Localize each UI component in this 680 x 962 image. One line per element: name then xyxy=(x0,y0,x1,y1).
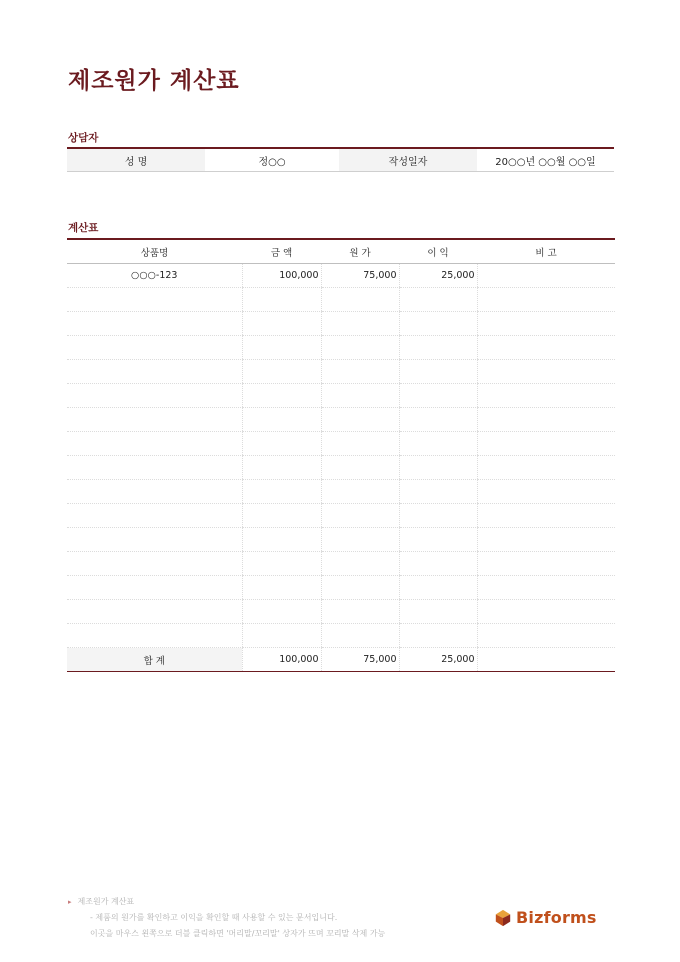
cell-product[interactable] xyxy=(67,552,242,576)
calc-table xyxy=(67,240,615,672)
total-label: 합 계 xyxy=(67,648,242,672)
cell-note[interactable] xyxy=(477,360,615,384)
date-label: 작성일자 xyxy=(339,149,477,172)
bizforms-logo xyxy=(494,908,597,927)
cell-note[interactable] xyxy=(477,264,615,288)
cell-amount[interactable] xyxy=(242,288,321,312)
cell-note[interactable] xyxy=(477,624,615,648)
triangle-bullet-icon: ▸ xyxy=(68,898,72,906)
cell-profit[interactable] xyxy=(399,504,477,528)
cell-cost[interactable] xyxy=(321,360,399,384)
cell-profit[interactable] xyxy=(399,336,477,360)
cell-cost[interactable] xyxy=(321,312,399,336)
total-cost[interactable]: 75,000 xyxy=(321,648,399,672)
cell-note[interactable] xyxy=(477,456,615,480)
cell-note[interactable] xyxy=(477,288,615,312)
logo-text: Bizforms xyxy=(516,908,597,927)
cell-note[interactable] xyxy=(477,504,615,528)
cell-profit[interactable] xyxy=(399,600,477,624)
cell-amount[interactable] xyxy=(242,336,321,360)
table-row xyxy=(67,264,615,288)
table-row xyxy=(67,456,615,480)
cell-product[interactable] xyxy=(67,432,242,456)
date-value[interactable]: 20○○년 ○○월 ○○일 xyxy=(477,149,614,172)
cell-amount[interactable] xyxy=(242,504,321,528)
cell-profit[interactable] xyxy=(399,528,477,552)
cell-cost[interactable] xyxy=(321,288,399,312)
cell-amount[interactable] xyxy=(242,312,321,336)
cell-product[interactable] xyxy=(67,360,242,384)
cell-profit[interactable]: 25,000 xyxy=(399,264,477,288)
name-label: 성 명 xyxy=(67,149,205,172)
cell-product[interactable] xyxy=(67,504,242,528)
cell-cost[interactable] xyxy=(321,408,399,432)
table-row xyxy=(67,528,615,552)
cell-cost[interactable] xyxy=(321,552,399,576)
table-row xyxy=(67,384,615,408)
cell-profit[interactable] xyxy=(399,288,477,312)
cell-profit[interactable] xyxy=(399,408,477,432)
calc-header-row xyxy=(67,240,615,264)
cell-cost[interactable] xyxy=(321,576,399,600)
cell-amount[interactable] xyxy=(242,408,321,432)
table-row xyxy=(67,576,615,600)
footer-hint: 이곳을 마우스 왼쪽으로 더블 클릭하면 '머리말/꼬리말' 상자가 뜨며 꼬리말 삭제 가능 xyxy=(90,929,386,938)
cell-product[interactable] xyxy=(67,288,242,312)
footer xyxy=(68,894,385,942)
document-title: 제조원가 계산표 xyxy=(68,68,240,94)
table-row xyxy=(67,600,615,624)
cell-product[interactable] xyxy=(67,456,242,480)
table-row xyxy=(67,432,615,456)
total-row xyxy=(67,648,615,672)
table-row xyxy=(67,360,615,384)
cell-amount[interactable] xyxy=(242,600,321,624)
cell-amount[interactable] xyxy=(242,456,321,480)
consultant-table xyxy=(67,149,614,172)
col-header-cost: 원 가 xyxy=(321,240,399,264)
consultant-section-label: 상담자 xyxy=(68,132,99,144)
cell-cost[interactable] xyxy=(321,336,399,360)
cell-cost[interactable] xyxy=(321,456,399,480)
cell-product[interactable]: ○○○-123 xyxy=(67,264,242,288)
cell-note[interactable] xyxy=(477,600,615,624)
cell-product[interactable] xyxy=(67,312,242,336)
cell-note[interactable] xyxy=(477,432,615,456)
col-header-note: 비 고 xyxy=(477,240,615,264)
cell-cost[interactable] xyxy=(321,600,399,624)
total-amount[interactable]: 100,000 xyxy=(242,648,321,672)
bizforms-logo-icon xyxy=(494,909,512,927)
table-row xyxy=(67,288,615,312)
cell-profit[interactable] xyxy=(399,552,477,576)
cell-cost[interactable] xyxy=(321,432,399,456)
col-header-product: 상품명 xyxy=(67,240,242,264)
cell-cost[interactable] xyxy=(321,480,399,504)
name-value[interactable]: 정○○ xyxy=(205,149,339,172)
cell-product[interactable] xyxy=(67,336,242,360)
cell-profit[interactable] xyxy=(399,432,477,456)
calc-section-label: 계산표 xyxy=(68,222,99,234)
cell-note[interactable] xyxy=(477,408,615,432)
cell-profit[interactable] xyxy=(399,624,477,648)
table-row xyxy=(67,504,615,528)
footer-description: - 제품의 원가를 확인하고 이익을 확인할 때 사용할 수 있는 문서입니다. xyxy=(90,913,338,922)
cell-note[interactable] xyxy=(477,552,615,576)
cell-cost[interactable] xyxy=(321,528,399,552)
cell-note[interactable] xyxy=(477,480,615,504)
cell-note[interactable] xyxy=(477,336,615,360)
cell-cost[interactable] xyxy=(321,504,399,528)
col-header-profit: 이 익 xyxy=(399,240,477,264)
table-row xyxy=(67,336,615,360)
table-row xyxy=(67,408,615,432)
cell-product[interactable] xyxy=(67,624,242,648)
cell-amount[interactable] xyxy=(242,384,321,408)
cell-profit[interactable] xyxy=(399,576,477,600)
total-profit[interactable]: 25,000 xyxy=(399,648,477,672)
cell-amount[interactable] xyxy=(242,624,321,648)
cell-product[interactable] xyxy=(67,576,242,600)
cell-profit[interactable] xyxy=(399,360,477,384)
cell-amount[interactable] xyxy=(242,480,321,504)
cell-cost[interactable]: 75,000 xyxy=(321,264,399,288)
footer-title: 제조원가 계산표 xyxy=(77,897,135,906)
consultant-row xyxy=(67,149,614,172)
cell-product[interactable] xyxy=(67,528,242,552)
cell-product[interactable] xyxy=(67,600,242,624)
table-row xyxy=(67,624,615,648)
cell-product[interactable] xyxy=(67,384,242,408)
cell-cost[interactable] xyxy=(321,624,399,648)
cell-amount[interactable] xyxy=(242,528,321,552)
cell-profit[interactable] xyxy=(399,480,477,504)
cell-amount[interactable] xyxy=(242,360,321,384)
cell-amount[interactable] xyxy=(242,576,321,600)
cell-profit[interactable] xyxy=(399,312,477,336)
cell-note[interactable] xyxy=(477,576,615,600)
cell-product[interactable] xyxy=(67,408,242,432)
total-note[interactable] xyxy=(477,648,615,672)
cell-note[interactable] xyxy=(477,528,615,552)
cell-profit[interactable] xyxy=(399,456,477,480)
cell-profit[interactable] xyxy=(399,384,477,408)
cell-note[interactable] xyxy=(477,312,615,336)
cell-cost[interactable] xyxy=(321,384,399,408)
table-row xyxy=(67,480,615,504)
cell-amount[interactable] xyxy=(242,552,321,576)
cell-amount[interactable]: 100,000 xyxy=(242,264,321,288)
cell-product[interactable] xyxy=(67,480,242,504)
col-header-amount: 금 액 xyxy=(242,240,321,264)
table-row xyxy=(67,552,615,576)
cell-note[interactable] xyxy=(477,384,615,408)
table-row xyxy=(67,312,615,336)
cell-amount[interactable] xyxy=(242,432,321,456)
